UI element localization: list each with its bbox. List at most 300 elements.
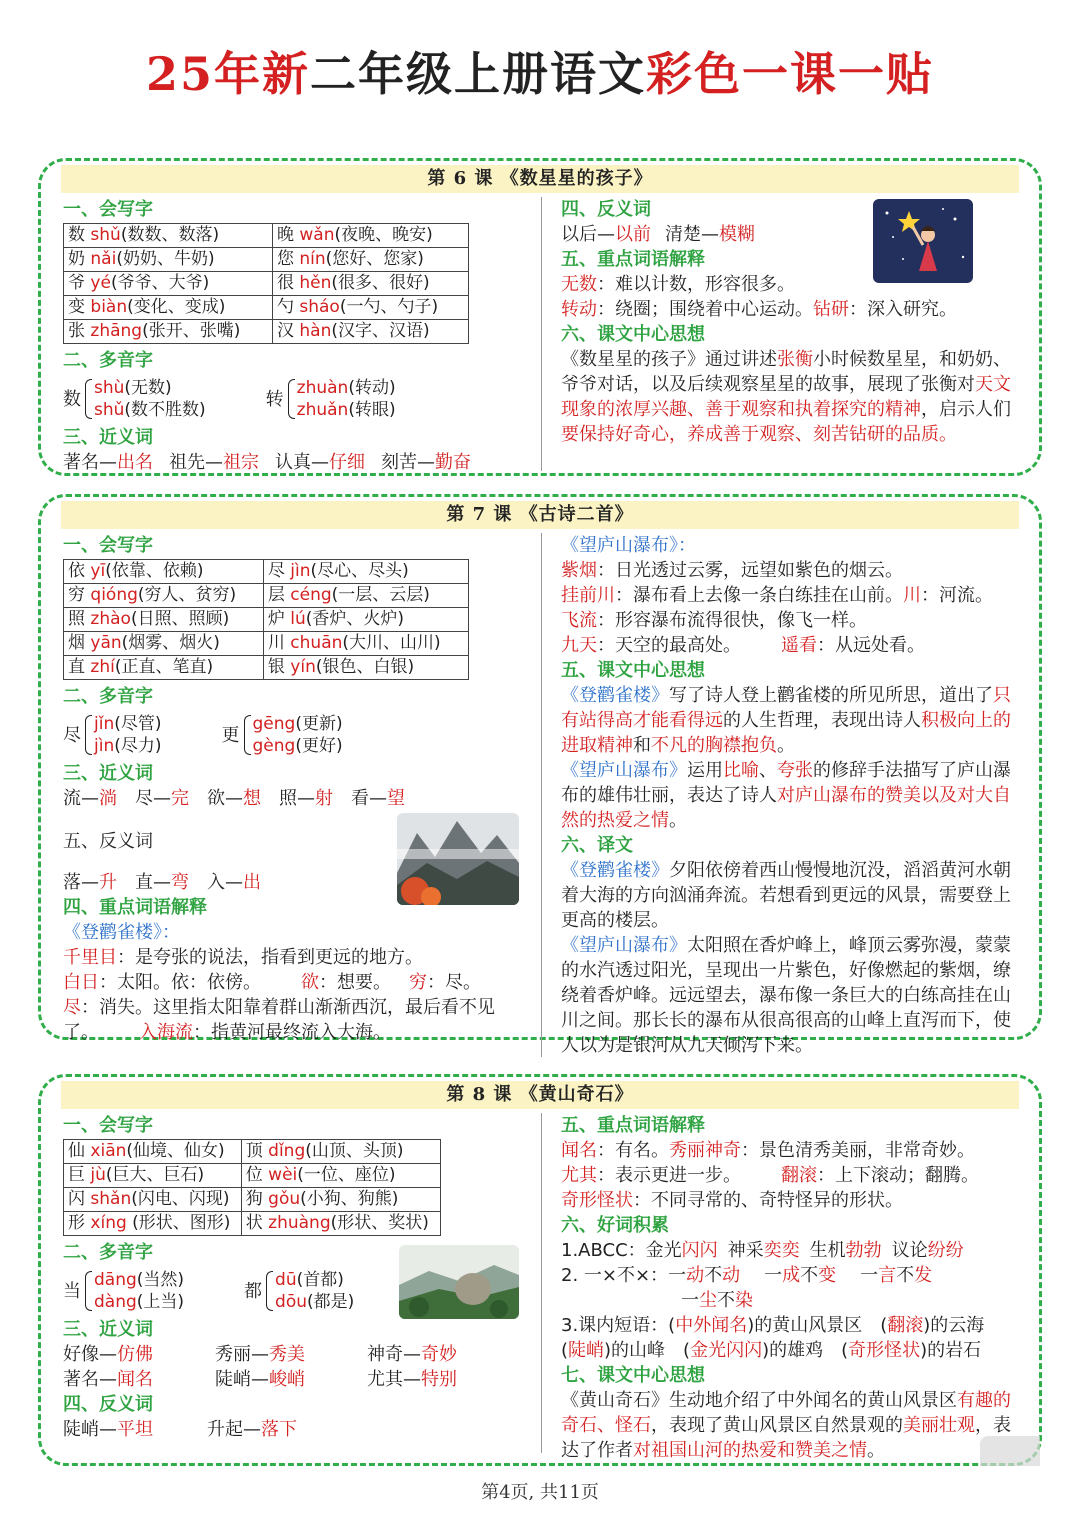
word-pair [169,452,259,473]
example-words: (很多、很好) [331,273,430,293]
reading-line [94,399,206,421]
character: 依 [68,561,85,581]
char-cell [64,608,264,632]
char-cell [64,584,264,608]
character: 炉 [267,609,285,629]
page-footer: 第4页, 共11页 [481,1482,599,1503]
good-words-label: 1.ABCC： [561,1240,646,1261]
pinyin: nín [299,249,326,269]
pinyin: yān [90,633,122,653]
char-cell [64,296,273,320]
pinyin: hěn [299,273,332,293]
lesson-7-right-column [561,533,1031,1058]
lesson-8-right-column [561,1113,1031,1463]
reading-line [253,713,343,735]
paired-word: 秀美 [269,1344,305,1365]
polyphone-item [63,713,162,757]
pinyin: wèi [268,1165,298,1185]
word-part: 尘 [699,1290,717,1311]
word: 陡峭— [215,1369,269,1390]
polyphone-item [63,1269,184,1313]
character: 晚 [276,225,294,245]
good-words-yi-bu [561,1263,1031,1288]
table-row [64,1212,441,1236]
word-part: 染 [735,1290,753,1311]
reading-line [94,713,162,735]
table-row [64,224,469,248]
lesson-7-card [38,494,1042,1056]
lesson-8-card [38,1074,1042,1466]
reading-line [297,377,396,399]
synonyms-row [63,450,533,475]
brace-icon [244,715,251,755]
heading-synonyms: 三、近义词 [63,763,153,784]
polyphones [63,713,533,757]
paired-word: 出 [243,872,261,893]
pinyin: biàn [90,297,128,317]
word: 好像— [63,1344,117,1365]
word: 欲— [207,788,243,809]
char-cell [272,296,468,320]
brace-icon [85,379,92,419]
character: 层 [267,585,285,605]
example-word: (无数) [124,378,172,398]
example-words: (小狗、狗熊) [300,1189,399,1209]
character: 仙 [68,1141,85,1161]
pinyin: jìn [290,561,311,581]
word-part: 不 [896,1265,915,1286]
paired-word: 想 [243,788,261,809]
example-word: (都是) [307,1292,355,1312]
word-part: 神采 [727,1240,764,1261]
example-words: (变化、变成) [127,297,226,317]
heading-antonyms: 四、反义词 [561,199,651,220]
character: 银 [267,657,285,677]
heading-central-idea: 七、课文中心思想 [561,1365,705,1386]
word-pair [367,1367,519,1392]
character: 张 [68,321,85,341]
reading-line [253,735,343,757]
table-row [64,608,469,632]
pinyin: zhuàng [268,1213,331,1233]
explanation-line: 闻名：有名。秀丽神奇：景色清秀美丽，非常奇妙。 [561,1140,975,1161]
mountain-photo [397,813,519,905]
char-cell [64,1164,242,1188]
paired-word: 闻名 [117,1369,153,1390]
example-words: (一层、云层) [331,585,430,605]
word: 看— [351,788,387,809]
synonyms-row [63,786,533,811]
pinyin: hàn [299,321,332,341]
lesson-7-left-column [63,533,533,1045]
character: 奶 [68,249,85,269]
paired-word: 落下 [261,1419,297,1440]
central-idea-text: 《数星星的孩子》通过讲述张衡小时候数星星，和奶奶、爷爷对话，以及后续观察星星的故事，展现了张衡对天文现象的浓厚兴趣、善于观察和执着探究的精神，启示人们要保持好奇心，养成善于观察、刻苦钻研的品质。 [561,349,1011,445]
word-pair [665,224,755,245]
explanation-line: 尽：消失。这里指太阳靠着群山渐渐西沉，最后看不见了。 入海流：指黄河最终流入大海。 [63,997,495,1043]
word-part: 勃勃 [845,1240,882,1261]
paired-word: 特别 [421,1369,457,1390]
good-word [728,1240,800,1261]
character: 穷 [68,585,85,605]
char-cell [263,584,468,608]
pinyin: dāng [94,1270,137,1290]
example-words: (数数、数落) [120,225,220,245]
pinyin: zhí [90,657,115,677]
translation-text: 《望庐山瀑布》太阳照在香炉峰上，峰顶云雾弥漫，蒙蒙的水汽透过阳光，呈现出一片紫色，好像燃起的紫烟，缭绕着香炉峰。远远望去，瀑布像一条巨大的白练高挂在山川之间。那长长的瀑布从很高很高的山峰上直泻而下，使人以为是银河从九天倾泻下来。 [561,935,1011,1056]
reading-line [297,399,396,421]
word: 以后— [561,224,615,245]
pinyin: zhào [90,609,131,629]
example-words: (爷爷、大爷) [110,273,210,293]
explanation-line: 紫烟：日光透过云雾，远望如紫色的烟云。 [561,560,903,581]
heading-explanations: 四、重点词语解释 [63,897,207,918]
word-part: 议论 [891,1240,928,1261]
explanation-line: 转动：绕圈；围绕着中心运动。钻研：深入研究。 [561,299,957,320]
polyphones [63,377,533,421]
table-row [64,560,469,584]
example-words: (奶奶、牛奶) [116,249,215,269]
pinyin: shǔ [90,225,121,245]
word-pair [135,872,189,893]
polyphone-char: 更 [221,724,240,746]
character: 巨 [68,1165,85,1185]
phrases-line: 3.课内短语：(中外闻名)的黄山风景区 (翻滚)的云海 [561,1315,985,1336]
lesson-7-title: 第 7 课 《古诗二首》 [61,501,1019,529]
poem-title: 《登鹳雀楼》： [63,922,180,943]
table-row [64,248,469,272]
pinyin: gǒu [268,1189,301,1209]
pinyin: jìn [94,736,115,756]
page-corner-badge [980,1436,1040,1466]
pinyin: xíng [90,1213,127,1233]
heading-synonyms: 三、近义词 [63,1319,153,1340]
word-pair [63,1367,215,1392]
word-pair [135,788,189,809]
central-idea-text: 《黄山奇石》生动地介绍了中外闻名的黄山风景区有趣的奇石、怪石，表现了黄山风景区自然景观的美丽壮观，表达了作者对祖国山河的热爱和赞美之情。 [561,1390,1011,1461]
example-word: (首都) [296,1270,344,1290]
table-row [64,1140,441,1164]
example-words: (穷人、贫穷) [137,585,237,605]
example-words: (形状、奖状) [330,1213,429,1233]
example-words: (一位、座位) [297,1165,396,1185]
star-girl-illustration [873,199,973,283]
char-cell [64,1212,242,1236]
word: 陡峭— [63,1419,117,1440]
example-words: (正直、笔直) [114,657,214,677]
brace-icon [288,379,295,419]
good-word [764,1265,836,1286]
good-words-yi-bu-extra [561,1288,1031,1313]
good-word [668,1265,740,1286]
character: 烟 [68,633,85,653]
word-pair [367,1342,519,1367]
word-part: 纷纷 [927,1240,964,1261]
character: 尽 [267,561,285,581]
pinyin: wǎn [299,225,335,245]
example-words: (银色、白银) [315,657,415,677]
example-words: (闪电、闪现) [131,1189,230,1209]
example-words: (香炉、火炉) [305,609,405,629]
huangshan-rock-photo [399,1245,519,1319]
char-cell [263,560,468,584]
word-pair [63,1419,153,1440]
reading-line [94,377,206,399]
word: 升起— [207,1419,261,1440]
pinyin: zhuàn [296,378,349,398]
heading-explanations: 五、重点词语解释 [561,1115,705,1136]
readings [94,713,162,757]
example-words: (依靠、依赖) [105,561,204,581]
brace-icon [85,1271,92,1311]
translation-text: 《登鹳雀楼》夕阳依傍着西山慢慢地沉没，滔滔黄河水朝着大海的方向汹涌奔流。若想看到更远的风景，需要登上更高的楼层。 [561,860,1011,931]
good-words-label: 2. 一×不×： [561,1265,669,1286]
word: 著名— [63,1369,117,1390]
word-pair [215,1367,367,1392]
pinyin: shǔ [94,400,125,420]
pinyin: sháo [299,297,340,317]
example-words: (仙境、仙女) [126,1141,225,1161]
column-divider [541,533,542,1057]
example-word: (转动) [348,378,396,398]
word: 刻苦— [381,452,435,473]
example-word: (更新) [295,714,343,734]
word-part: 闪闪 [681,1240,718,1261]
word: 入— [207,872,243,893]
word-pair [351,788,405,809]
character: 狗 [245,1189,263,1209]
char-cell [241,1212,440,1236]
char-cell [64,560,264,584]
explanation-line: 尤其：表示更进一步。 翻滚：上下滚动；翻腾。 [561,1165,979,1186]
character: 照 [68,609,85,629]
heading-central-idea: 五、课文中心思想 [561,660,705,681]
paired-word: 以前 [615,224,651,245]
char-cell [64,320,273,344]
synonym-row [63,1342,533,1367]
pinyin: shǎn [90,1189,132,1209]
char-cell [64,224,273,248]
central-idea-text: 《登鹳雀楼》写了诗人登上鹳雀楼的所见所思，道出了只有站得高才能看得远的人生哲理，表现出诗人积极向上的进取精神和不凡的胸襟抱负。 [561,685,1011,756]
word-pair [63,452,153,473]
word-part: 言 [878,1265,897,1286]
example-word: (数不胜数) [124,400,206,420]
word-pair [207,872,261,893]
example-words: (形状、图形) [126,1213,231,1233]
table-row [64,656,469,680]
lesson-8-title: 第 8 课 《黄山奇石》 [61,1081,1019,1109]
word-part: 金光 [645,1240,682,1261]
pinyin: zhāng [90,321,143,341]
char-cell [272,248,468,272]
example-word: (更好) [295,736,343,756]
pinyin: gēng [252,714,296,734]
word: 落— [63,872,99,893]
word-pair [275,452,365,473]
word: 祖先— [169,452,223,473]
word: 流— [63,788,99,809]
word: 认真— [275,452,329,473]
pinyin: gèng [252,736,296,756]
word-part: 不 [704,1265,723,1286]
reading-line [94,1291,184,1313]
phrases-line: (陡峭)的山峰 (金光闪闪)的雄鸡 (奇形怪状)的岩石 [561,1340,982,1361]
heading-explanations: 五、重点词语解释 [561,249,705,270]
example-words: (张开、张嘴) [142,321,241,341]
pinyin: chuān [290,633,343,653]
brace-icon [266,1271,273,1311]
word-pair [561,224,651,245]
polyphone-item [63,377,206,421]
paired-word: 峻峭 [269,1369,305,1390]
char-cell [272,272,468,296]
word-pair [63,872,117,893]
readings [94,1269,184,1313]
pinyin: yín [290,657,316,677]
character: 顶 [245,1141,263,1161]
reading-line [275,1269,354,1291]
reading-line [94,1269,184,1291]
word-part: 一 [860,1265,879,1286]
character: 数 [68,225,85,245]
explanation-line: 九天：天空的最高处。 遥看：从远处看。 [561,635,925,656]
table-row [64,1164,441,1188]
paired-word: 仔细 [329,452,365,473]
synonym-row [63,1367,533,1392]
example-words: (日照、照顾) [130,609,230,629]
word-part: 发 [914,1265,933,1286]
paired-word: 奇妙 [421,1344,457,1365]
reading-line [94,735,162,757]
char-cell [64,632,264,656]
heading-antonyms: 五、反义词 [63,831,153,852]
readings [297,377,396,421]
heading-antonyms: 四、反义词 [63,1394,153,1415]
character: 爷 [68,273,85,293]
heading-polyphones: 二、多音字 [63,1242,153,1263]
explanation-line: 无数：难以计数，形容很多。 [561,274,795,295]
pinyin: dū [275,1270,297,1290]
word-pair [207,788,261,809]
char-cell [241,1164,440,1188]
char-cell [263,632,468,656]
char-cell [272,320,468,344]
character: 汉 [276,321,294,341]
character: 川 [267,633,285,653]
word: 神奇— [367,1344,421,1365]
example-words: (大川、山川) [342,633,441,653]
word-part: 一 [681,1290,699,1311]
pinyin: yé [90,273,111,293]
pinyin: dǐng [268,1141,306,1161]
pinyin: nǎi [90,249,117,269]
explanation-line: 千里目：是夸张的说法，指看到更远的地方。 [63,947,423,968]
good-word [892,1240,964,1261]
reading-line [275,1291,354,1313]
heading-good-words: 六、好词积累 [561,1215,669,1236]
pinyin: lú [290,609,306,629]
char-cell [272,224,468,248]
word-pair [63,788,117,809]
heading-write-chars: 一、会写字 [63,535,153,556]
polyphone-char: 数 [63,388,81,410]
table-row [64,1188,441,1212]
heading-polyphones: 二、多音字 [63,350,153,371]
char-cell [64,272,273,296]
character: 勺 [276,297,294,317]
word-part: 一 [764,1265,783,1286]
heading-synonyms: 三、近义词 [63,427,153,448]
word-pair [63,1342,215,1367]
char-cell [263,608,468,632]
word-part: 变 [818,1265,837,1286]
paired-word: 望 [387,788,405,809]
pinyin: dàng [94,1292,137,1312]
good-word [681,1290,753,1311]
poem-title: 《望庐山瀑布》： [561,535,696,556]
example-word: (当然) [136,1270,185,1290]
example-word: (转眼) [348,400,396,420]
word: 尤其— [367,1369,421,1390]
word-part: 一 [668,1265,687,1286]
lesson-6-card [38,158,1042,476]
paired-word: 出名 [117,452,153,473]
polyphone-item [222,713,343,757]
pinyin: xiān [90,1141,127,1161]
word: 直— [135,872,171,893]
good-word [860,1265,932,1286]
word-part: 不 [717,1290,735,1311]
polyphone-item [266,377,396,421]
example-words: (夜晚、晚安) [334,225,433,245]
good-word [646,1240,718,1261]
example-word: (尽管) [114,714,162,734]
char-cell [64,248,273,272]
word-part: 生机 [809,1240,846,1261]
character: 直 [68,657,85,677]
char-cell [241,1188,440,1212]
paired-word: 勤奋 [435,452,471,473]
character: 变 [68,297,85,317]
explanation-line: 飞流：形容瀑布流得很快，像飞一样。 [561,610,867,631]
column-divider [541,1113,542,1453]
polyphone-item [244,1269,354,1313]
pinyin: qióng [90,585,138,605]
char-cell [263,656,468,680]
synonyms-grid [63,1342,533,1392]
word-pair [279,788,333,809]
paired-word: 平坦 [117,1419,153,1440]
pinyin: jǐn [94,714,115,734]
write-chars-table [63,559,469,680]
character: 形 [68,1213,85,1233]
char-cell [64,656,264,680]
table-row [64,272,469,296]
explanation-line: 挂前川：瀑布看上去像一条白练挂在山前。川：河流。 [561,585,993,606]
character: 状 [245,1213,263,1233]
word-pair [207,1419,297,1440]
heading-translation: 六、译文 [561,835,633,856]
explanation-line: 奇形怪状：不同寻常的、奇特怪异的形状。 [561,1190,903,1211]
example-words: (山顶、头顶) [305,1141,404,1161]
write-chars-table [63,1139,441,1236]
example-words: (巨大、巨石) [105,1165,205,1185]
heading-polyphones: 二、多音字 [63,686,153,707]
word: 秀丽— [215,1344,269,1365]
lesson-6-title: 第 6 课 《数星星的孩子》 [61,165,1019,193]
paired-word: 弯 [171,872,189,893]
paired-word: 完 [171,788,189,809]
